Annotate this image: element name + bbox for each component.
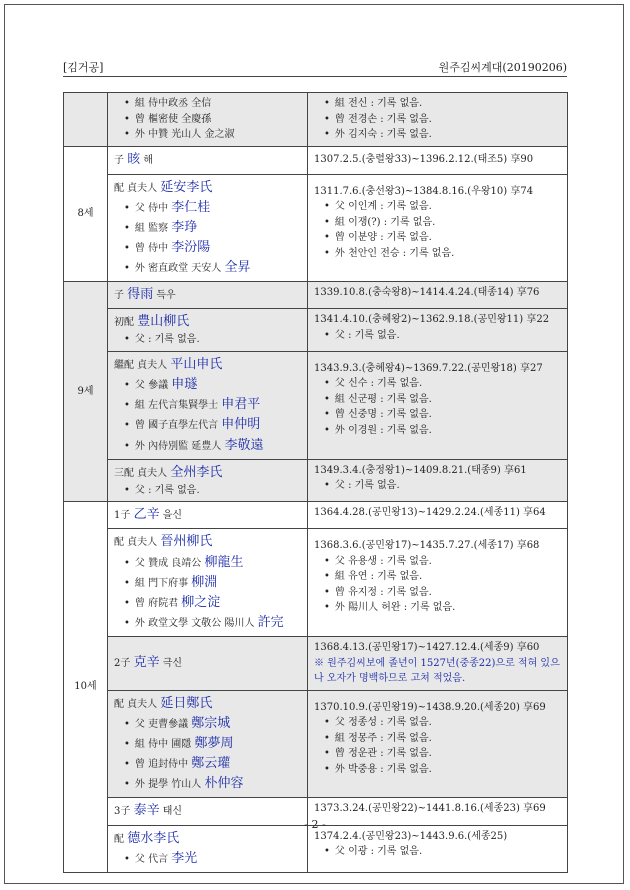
table-row: 配 貞夫人 延安李氏 • 父 侍中 李仁桂 • 組 監察 李琤 • 曾 侍中 李汾陽 • 外 密直政堂 天安人 全昇 1311.7.6.(충선왕3)~1384.8.16.(우왕10) 享74 • 父 이인계 : 기록 없음. • 組 이쟁(?) : 기록 없음. • 曾 이분양 : 기록 없음. • 外 천안인 전승 : 기록 없음. xyxy=(64,174,568,282)
table-row: 配 德水李氏 • 父 代言 李光 1374.2.4.(공민왕23)~1443.9.6.(세종25) • 父 이광 : 기록 없음. xyxy=(64,825,568,872)
life-dates: 1373.3.24.(공민왕22)~1441.8.16.(세종23) 享69 xyxy=(308,798,568,825)
table-row: 繼配 貞夫人 平山申氏 • 父 參議 申璲 • 組 左代言集賢學士 申君平 • 曾 國子直學左代言 申仲明 • 外 內侍別監 延豊人 李敬遠 1343.9.3.(충혜왕4)~1369.7.22.(공민왕18) 享27 • 父 신수 : 기록 없음. • 組 신군평 : 기록 없음. • 曾 신중명 : 기록 없음. • 外 이경원 : 기록 없음. xyxy=(64,351,568,459)
ancestor-note: • 曾 전경손 : 기록 없음. xyxy=(314,112,561,128)
life-dates: 1374.2.4.(공민왕23)~1443.9.6.(세종25) xyxy=(314,830,508,842)
table-row: 2子 克辛 극신 1368.4.13.(공민왕17)~1427.12.4.(세종9) 享60 ※ 원주김씨보에 졸년이 1527년(중종22)으로 적혀 있으나 오자가 명백하므로 고쳐 적었음. xyxy=(64,637,568,691)
generation-label: 10세 xyxy=(64,502,108,872)
life-dates: 1349.3.4.(충정왕1)~1409.8.21.(태종9) 享61 xyxy=(314,464,527,476)
person-name: 晐 xyxy=(127,151,141,167)
spouse-name: 德水李氏 xyxy=(127,830,180,846)
generation-label: 8세 xyxy=(64,146,108,282)
life-dates: 1368.3.6.(공민왕17)~1435.7.27.(세종17) 享68 xyxy=(314,540,540,552)
life-dates: 1339.10.8.(충숙왕8)~1414.4.24.(태종14) 享76 xyxy=(308,282,568,309)
spouse-name: 全州李氏 xyxy=(170,464,223,480)
ancestor-line: • 組 侍中政丞 全信 xyxy=(114,96,301,112)
life-dates: 1341.4.10.(충혜왕2)~1362.9.18.(공민왕11) 享22 xyxy=(314,314,550,326)
table-row: 三配 貞夫人 全州李氏 • 父 : 기록 없음. 1349.3.4.(충정왕1)~1409.8.21.(태종9) 享61 • 父 : 기록 없음. xyxy=(64,459,568,502)
table-row: 8세 子 晐 해 1307.2.5.(충렬왕33)~1396.2.12.(태조5) 享90 xyxy=(64,146,568,174)
ancestor-note: • 組 전신 : 기록 없음. xyxy=(314,96,561,112)
person-name: 泰辛 xyxy=(133,803,160,819)
ancestor-line: • 曾 樞密使 全慶孫 xyxy=(114,112,301,128)
ancestor-line: • 外 中贊 光山人 金之淑 xyxy=(114,127,301,143)
table-row: 配 貞夫人 延日鄭氏 • 父 吏曹參議 鄭宗城 • 組 侍中 圃隱 鄭夢周 • 曾 追封侍中 鄭云瓘 • 外 提學 竹山人 朴仲容 1370.10.9.(공민왕19)~1438.9.20.(세종20) 享69 • 父 정종성 : 기록 없음. • 組 정몽주 : 기록 없음. • 曾 정운관 : 기록 없음. • 外 박중용 : 기록 없음. xyxy=(64,690,568,798)
table-row: 10세 1子 乙辛 을신 1364.4.28.(공민왕13)~1429.2.24.(세종11) 享64 xyxy=(64,502,568,529)
person-name: 克辛 xyxy=(133,655,160,671)
spouse-name: 延日鄭氏 xyxy=(160,695,213,711)
life-dates: 1364.4.28.(공민왕13)~1429.2.24.(세종11) 享64 xyxy=(308,502,568,529)
header-right: 원주김씨계대(20190206) xyxy=(438,61,567,74)
correction-note: ※ 원주김씨보에 졸년이 1527년(중종22)으로 적혀 있으나 오자가 명백하므로 고쳐 적었음. xyxy=(314,657,560,685)
spouse-name: 延安李氏 xyxy=(160,179,213,195)
spouse-name: 豊山柳氏 xyxy=(137,314,190,330)
generation-label: 9세 xyxy=(64,282,108,502)
ancestor-note: • 外 김지숙 : 기록 없음. xyxy=(314,127,561,143)
life-dates: 1307.2.5.(충렬왕33)~1396.2.12.(태조5) 享90 xyxy=(308,146,568,174)
page-number: - 2 - xyxy=(304,818,326,831)
table-row: 初配 豊山柳氏 • 父 : 기록 없음. 1341.4.10.(충혜왕2)~1362.9.18.(공민왕11) 享22 • 父 : 기록 없음. xyxy=(64,309,568,352)
life-dates: 1370.10.9.(공민왕19)~1438.9.20.(세종20) 享69 xyxy=(314,701,546,713)
life-dates: 1311.7.6.(충선왕3)~1384.8.16.(우왕10) 享74 xyxy=(314,185,534,197)
spouse-name: 平山申氏 xyxy=(170,356,223,372)
table-row: 配 貞夫人 晉州柳氏 • 父 贊成 良靖公 柳龍生 • 組 門下府事 柳淵 • 曾 府院君 柳之淀 • 外 政堂文學 文敬公 陽川人 許完 1368.3.6.(공민왕17)~1435.7.27.(세종17) 享68 • 父 유용생 : 기록 없음. • 組 유연 : 기록 없음. • 曾 유지정 : 기록 없음. • 外 陽川人 허완 : 기록 없음. xyxy=(64,529,568,637)
header-rule xyxy=(63,76,567,77)
table-row xyxy=(64,93,568,147)
spouse-name: 晉州柳氏 xyxy=(160,534,213,550)
genealogy-table xyxy=(63,92,568,873)
table-row: 9세 子 得雨 득우 1339.10.8.(충숙왕8)~1414.4.24.(태종14) 享76 xyxy=(64,282,568,309)
person-name: 乙辛 xyxy=(133,507,160,523)
person-name: 得雨 xyxy=(127,287,154,303)
life-dates: 1368.4.13.(공민왕17)~1427.12.4.(세종9) 享60 xyxy=(314,642,540,654)
table-row: 3子 泰辛 태신 1373.3.24.(공민왕22)~1441.8.16.(세종23) 享69 xyxy=(64,798,568,825)
life-dates: 1343.9.3.(충혜왕4)~1369.7.22.(공민왕18) 享27 xyxy=(314,362,543,374)
header-left: [김거공] xyxy=(63,61,104,74)
